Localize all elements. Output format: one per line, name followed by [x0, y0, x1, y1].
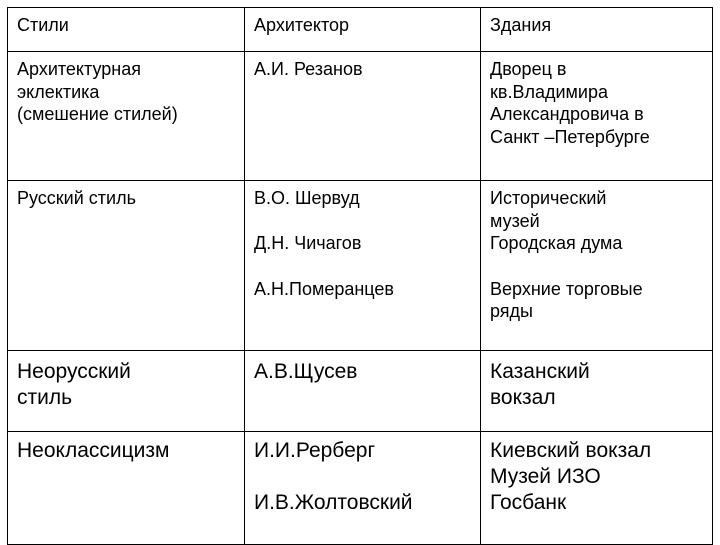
- buildings-cell: Казанский вокзал: [481, 351, 713, 432]
- style-cell: Русский стиль: [8, 181, 245, 351]
- style-cell: Архитектурная эклектика (смешение стилей): [8, 52, 245, 181]
- architect-cell: А.И. Резанов: [245, 52, 481, 181]
- table-row: [8, 52, 713, 181]
- table-row: [8, 181, 713, 351]
- header-styles: Стили: [8, 8, 245, 52]
- buildings-cell: Исторический музей Городская дума Верхние торговые ряды: [481, 181, 713, 351]
- style-cell: Неоклассицизм: [8, 432, 245, 545]
- architect-cell: И.И.Рерберг И.В.Жолтовский: [245, 432, 481, 545]
- buildings-cell: Дворец в кв.Владимира Александровича в Санкт –Петербурге: [481, 52, 713, 181]
- architecture-styles-table: [7, 7, 713, 545]
- table-row: [8, 432, 713, 545]
- table-row: [8, 351, 713, 432]
- style-cell: Неорусский стиль: [8, 351, 245, 432]
- header-buildings: Здания: [481, 8, 713, 52]
- architect-cell: А.В.Щусев: [245, 351, 481, 432]
- buildings-cell: Киевский вокзал Музей ИЗО Госбанк: [481, 432, 713, 545]
- header-architect: Архитектор: [245, 8, 481, 52]
- architect-cell: В.О. Шервуд Д.Н. Чичагов А.Н.Померанцев: [245, 181, 481, 351]
- table-header-row: [8, 8, 713, 52]
